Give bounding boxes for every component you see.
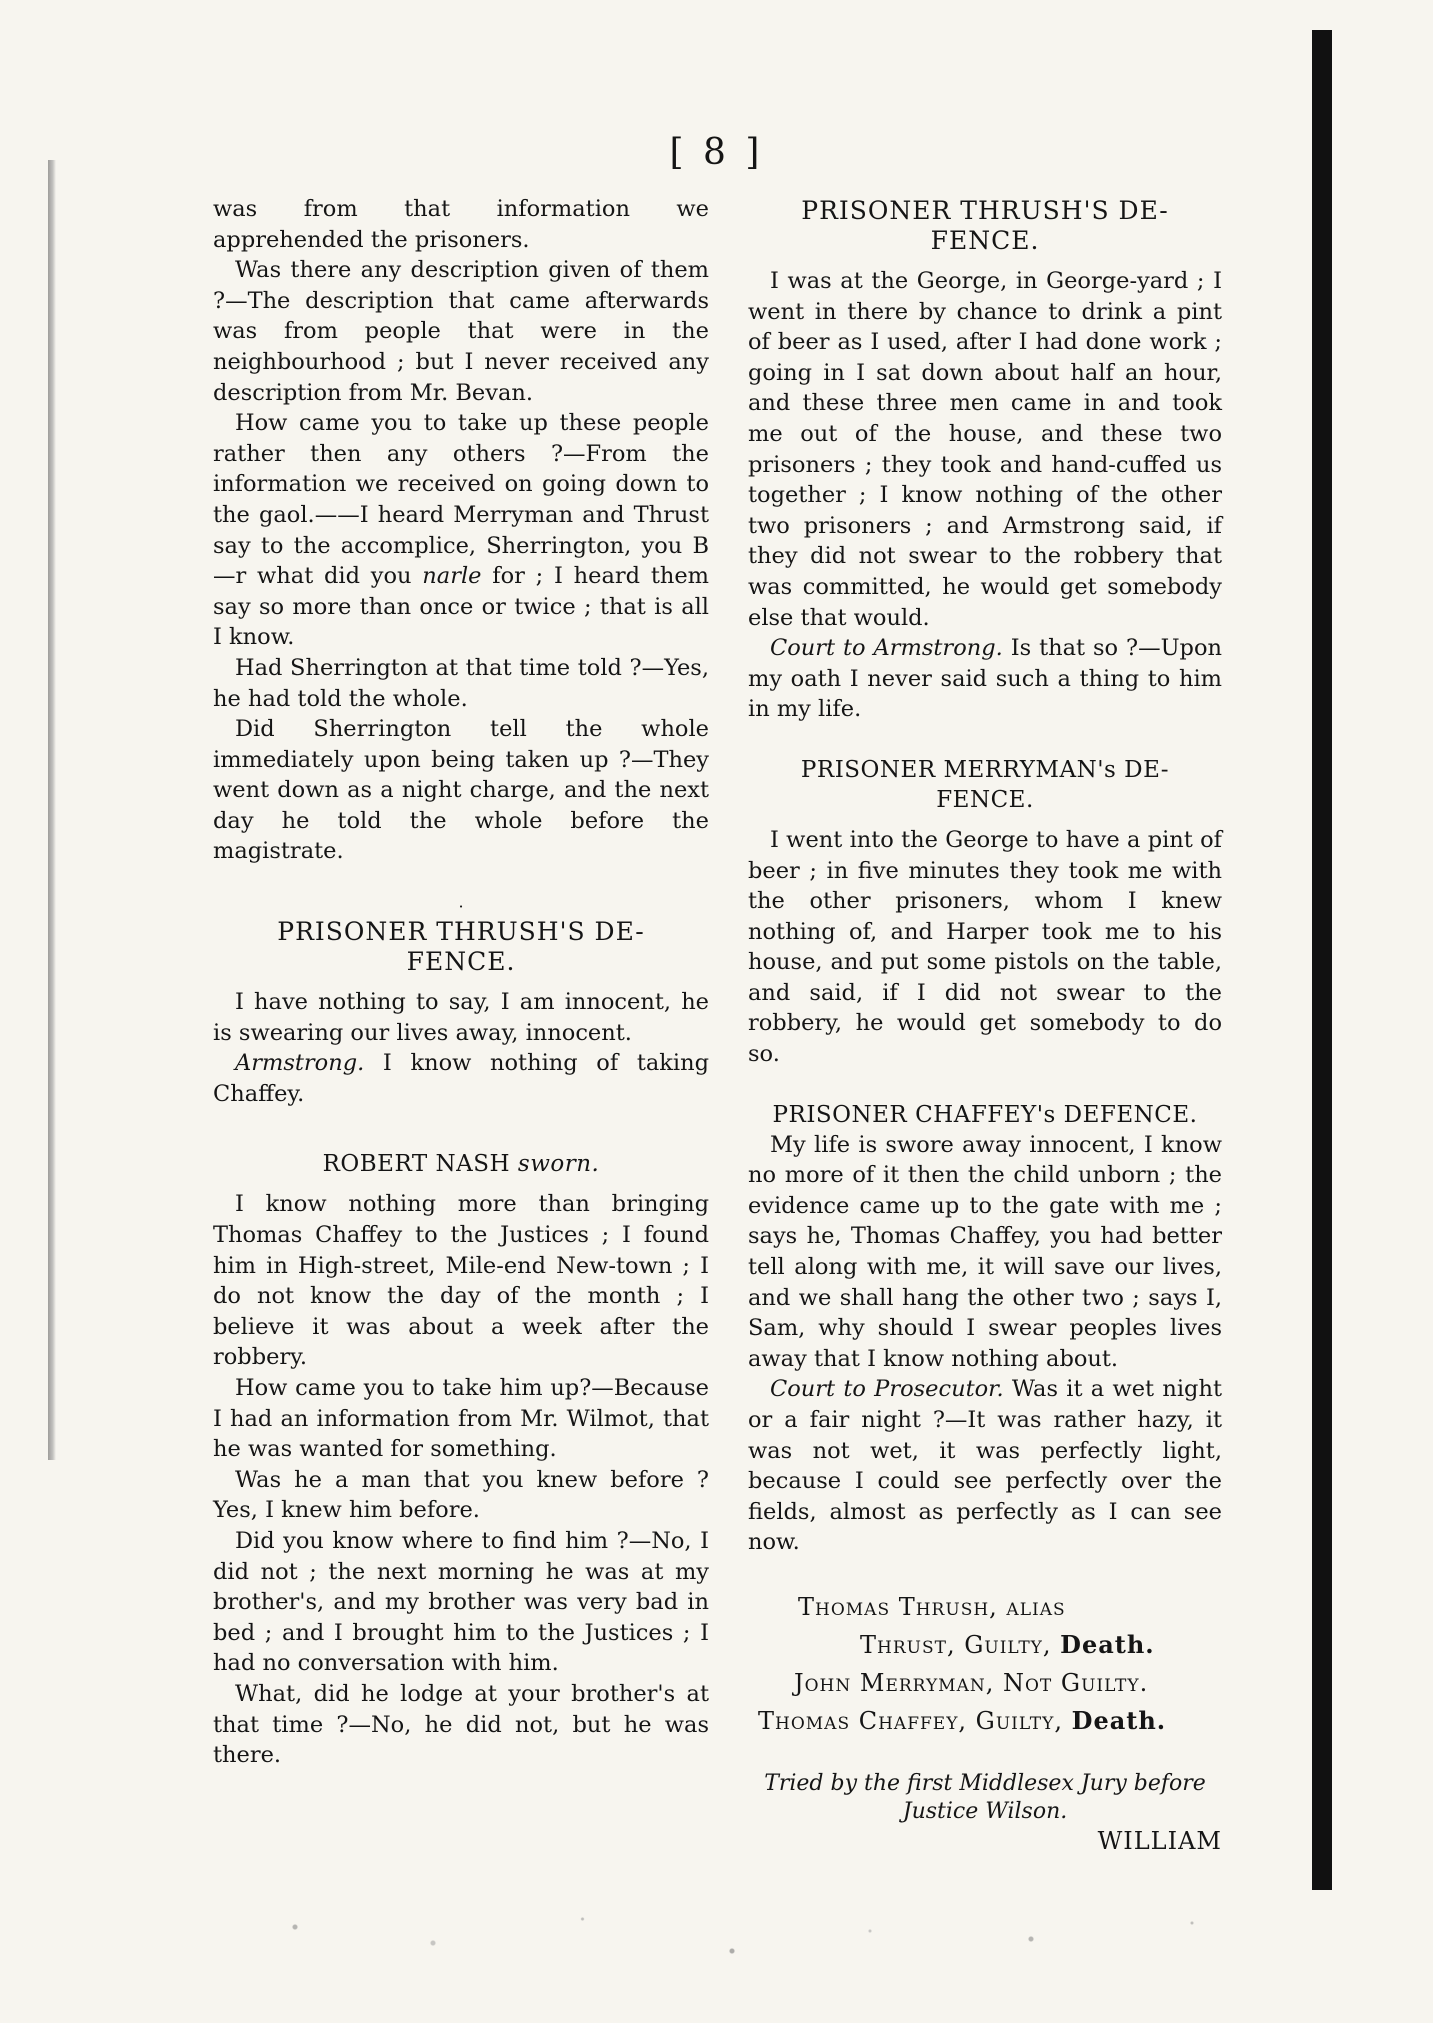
- death-sentence: Death.: [1060, 1629, 1155, 1659]
- paragraph: I have nothing to say, I am innocent, he is swearing our lives away, innocent.: [213, 989, 709, 1046]
- italic-word: narle: [422, 563, 482, 590]
- text-run: I know nothing of taking Chaffey.: [213, 1050, 709, 1107]
- paragraph: I know nothing more than bringing Thomas Chaffey to the Justices ; I found him in High-street, Mile-end New-town ; I do not know the day of the month ; I believe it was about a week after the robbery.: [213, 1191, 709, 1371]
- verdict-line: [748, 1626, 1222, 1664]
- catchword: WILLIAM: [1097, 1826, 1222, 1855]
- verdict-line: [748, 1702, 1222, 1740]
- speaker-label: Armstrong.: [235, 1050, 365, 1077]
- paragraph: Was there any description given of them ?—The description that came afterwards was from people that were in the neighbourhood ; but I never received any description from Mr. Bevan.: [213, 257, 709, 406]
- text-run: Is that so ?—Upon my oath I never said such a thing to him in my life.: [748, 635, 1222, 723]
- scan-edge-right: [1312, 30, 1332, 1890]
- death-sentence: Death.: [1071, 1705, 1167, 1735]
- paragraph: How came you to take him up?—Because I had an information from Mr. Wilmot, that he was wanted for something.: [213, 1375, 709, 1463]
- paragraph: I went into the George to have a pint of beer ; in five minutes they took me with the other prisoners, whom I knew nothing of, and Harper took me to his house, and put some pistols on the table, and said, if I did not swear to the robbery, he would get somebody to do so.: [748, 826, 1222, 1068]
- page-number: [ 8 ]: [669, 132, 764, 173]
- verdict-text: Thrust, Guilty,: [860, 1630, 1061, 1659]
- section-heading: [213, 1149, 709, 1179]
- paragraph: [748, 1374, 1222, 1558]
- paragraph: Had Sherrington at that time told ?—Yes, he had told the whole.: [213, 654, 709, 712]
- divider-dot: ·: [458, 897, 464, 917]
- speaker-label: Court to Armstrong.: [770, 635, 1003, 662]
- witness-name: ROBERT NASH: [322, 1151, 518, 1178]
- paragraph: [748, 633, 1222, 725]
- sworn-label: sworn.: [517, 1151, 600, 1178]
- section-heading: PRISONER CHAFFEY's DEFENCE.: [772, 1101, 1198, 1128]
- paragraph: was from that information we apprehended the prisoners.: [213, 196, 709, 253]
- section-heading: FENCE.: [936, 786, 1034, 813]
- section-heading: FENCE.: [930, 226, 1040, 255]
- paragraph: [213, 408, 709, 653]
- verdict-line: Thomas Thrush, alias: [798, 1592, 1066, 1621]
- left-column: [213, 194, 709, 1771]
- section-heading: PRISONER MERRYMAN's DE-: [800, 756, 1170, 783]
- verdict-line: John Merryman, Not Guilty.: [794, 1668, 1149, 1697]
- verdict-text: Thomas Chaffey, Guilty,: [758, 1706, 1072, 1735]
- paragraph: [213, 1048, 709, 1109]
- section-heading: FENCE.: [406, 947, 516, 977]
- scan-noise: [180, 1895, 1330, 1975]
- paragraph: Did you know where to find him ?—No, I did not ; the next morning he was at my brother's, and my brother was very bad in bed ; and I brought him to the Justices ; I had no conversation with him.: [213, 1527, 709, 1677]
- jury-note: Tried by the first Middlesex Jury before: [764, 1770, 1206, 1796]
- paragraph: What, did he lodge at your brother's at that time ?—No, he did not, but he was there.: [213, 1680, 709, 1769]
- section-heading: PRISONER THRUSH'S DE-: [801, 196, 1169, 225]
- paragraph: I was at the George, in George-yard ; I went in there by chance to drink a pint of beer as I used, after I had done work ; going in I sat down about half an hour, and these three men came in and took me out of the house, and these two prisoners ; they took and hand-cuffed us together ; I know nothing of the other two prisoners ; and Armstrong said, if they did not swear to the robbery that was committed, he would get somebody else that would.: [748, 268, 1222, 631]
- section-heading: PRISONER THRUSH'S DE-: [277, 917, 645, 947]
- paragraph: Was he a man that you knew before ? Yes, I knew him before.: [213, 1466, 709, 1524]
- paragraph: Did Sherrington tell the whole immediately upon being taken up ?—They went down as a night charge, and the next day he told the whole before the magistrate.: [213, 716, 709, 865]
- text-run: Was it a wet night or a fair night ?—It was rather hazy, it was not wet, it was perfectly light, because I could see perfectly over the fields, almost as perfectly as I can see now.: [748, 1376, 1222, 1556]
- text-run: How came you to take up these people rather then any others ?—From the information we received on going down to the gaol.——I heard Merryman and Thrust say to the accomplice, Sherrington, you B—r what did you: [213, 410, 709, 590]
- right-column: [748, 196, 1222, 1857]
- speaker-label: Court to Prosecutor.: [770, 1376, 1004, 1403]
- text-run: for ; I heard them say so more than once or twice ; that is all I know.: [213, 563, 709, 651]
- scan-edge-left: [48, 160, 56, 1460]
- jury-note: Justice Wilson.: [902, 1798, 1068, 1824]
- paragraph: My life is swore away innocent, I know no more of it then the child unborn ; the evidence came up to the gate with me ; says he, Thomas Chaffey, you had better tell along with me, it will save our lives, and we shall hang the other two ; says I, Sam, why should I swear peoples lives away that I know nothing about.: [748, 1131, 1222, 1372]
